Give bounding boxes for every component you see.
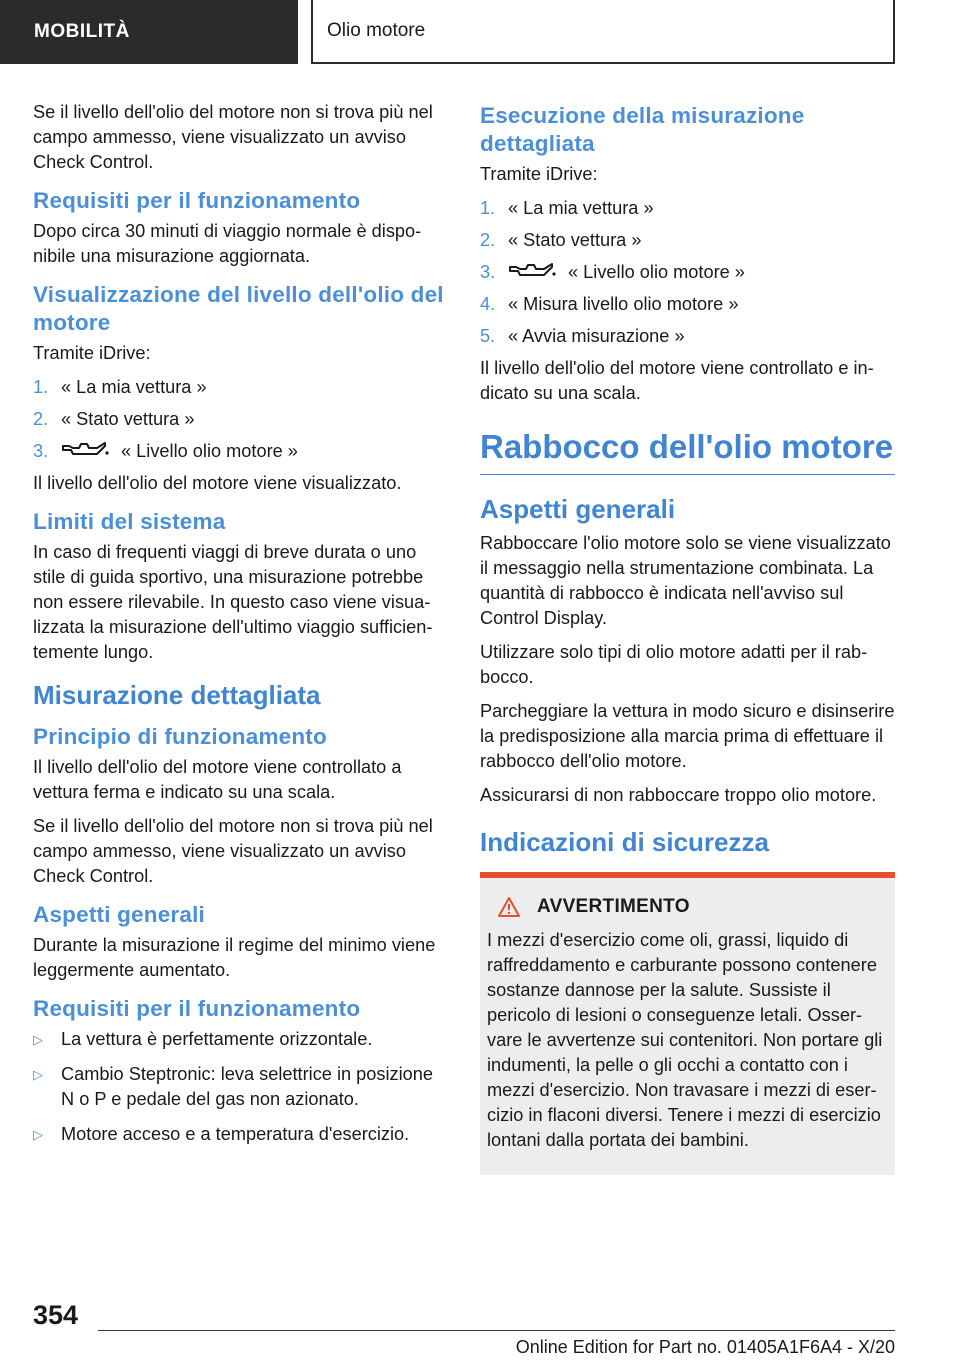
page-number: 354 xyxy=(33,1300,79,1330)
step-item xyxy=(480,228,895,253)
oil-can-icon xyxy=(61,439,109,459)
intro-paragraph: Se il livello dell'olio del motore non si trova più nel campo ammesso, viene visualizzato un avviso Check Control. xyxy=(33,102,433,172)
triangle-bullet-icon: ▷ xyxy=(33,1032,43,1047)
warning-title-text: AVVERTIMENTO xyxy=(537,896,690,917)
bullet-item xyxy=(33,1122,448,1147)
step-text: « Avvia misurazione » xyxy=(508,326,685,346)
bullet-item xyxy=(33,1027,448,1052)
heading-rabbocco: Rabbocco dell'olio motore xyxy=(480,426,895,475)
paragraph-principio-2: Se il livello dell'olio del motore non si trova più nel campo ammesso, viene visualizzato un avviso Check Control. xyxy=(33,816,433,886)
oil-can-icon xyxy=(508,260,556,280)
paragraph-requisiti: Dopo circa 30 minuti di viaggio normale è disponibile una misurazione aggiornata. xyxy=(33,221,422,266)
triangle-bullet-icon: ▷ xyxy=(33,1067,43,1082)
bullet-item xyxy=(33,1062,448,1112)
step-text: « Stato vettura » xyxy=(508,230,642,250)
step-number: 4. xyxy=(480,294,496,314)
step-number: 3. xyxy=(33,441,49,461)
right-column xyxy=(480,100,895,1175)
step-item xyxy=(480,260,895,285)
bullet-list xyxy=(33,1027,448,1147)
triangle-bullet-icon: ▷ xyxy=(33,1127,43,1142)
warning-title xyxy=(497,896,889,918)
bullet-text: Motore acceso e a temperatura d'esercizio. xyxy=(61,1124,410,1144)
heading-visualizzazione: Visualizzazione del livello dell'olio del motore xyxy=(33,282,444,335)
step-item xyxy=(480,196,895,221)
footer-edition: Online Edition for Part no. 01405A1F6A4 - X/20 xyxy=(515,1337,895,1357)
warning-triangle-icon xyxy=(497,896,521,918)
tramite-idrive: Tramite iDrive: xyxy=(33,343,151,363)
paragraph-principio-1: Il livello dell'olio del motore viene controllato a vettura ferma e indicato su una scala. xyxy=(33,757,402,802)
heading-requisiti-2: Requisiti per il funzionamento xyxy=(33,996,361,1021)
step-number: 1. xyxy=(33,377,49,397)
step-text: « Livello olio motore » xyxy=(568,262,745,282)
tramite-idrive: Tramite iDrive: xyxy=(480,164,598,184)
header-section-label: MOBILITÀ xyxy=(34,21,130,42)
step-text: « La mia vettura » xyxy=(508,198,654,218)
bullet-text: Cambio Steptronic: leva selettrice in posizione N o P e pedale del gas non azionato. xyxy=(61,1064,434,1109)
step-number: 5. xyxy=(480,326,496,346)
bullet-text: La vettura è perfettamente orizzontale. xyxy=(61,1029,373,1049)
step-number: 3. xyxy=(480,262,496,282)
step-text: « La mia vettura » xyxy=(61,377,207,397)
paragraph-esecuzione: Il livello dell'olio del motore viene controllato e indicato su una scala. xyxy=(480,358,874,403)
step-text: « Livello olio motore » xyxy=(121,441,298,461)
paragraph-rabbocco-2: Utilizzare solo tipi di olio motore adatti per il rabbocco. xyxy=(480,642,868,687)
header-topic-label: Olio motore xyxy=(327,20,426,41)
heading-aspetti-generali: Aspetti generali xyxy=(480,494,676,524)
paragraph-rabbocco-4: Assicurarsi di non rabboccare troppo olio motore. xyxy=(480,785,877,805)
step-number: 1. xyxy=(480,198,496,218)
heading-sicurezza: Indicazioni di sicurezza xyxy=(480,827,769,857)
heading-aspetti-generali: Aspetti generali xyxy=(33,902,205,927)
paragraph-aspetti: Durante la misurazione il regime del minimo viene leggermente aumentato. xyxy=(33,935,436,980)
heading-limiti: Limiti del sistema xyxy=(33,509,226,534)
left-column xyxy=(33,100,448,1157)
step-list xyxy=(33,375,448,464)
header-section xyxy=(0,0,298,64)
footer-divider xyxy=(98,1330,895,1331)
step-item xyxy=(33,439,448,464)
heading-misurazione-dettagliata: Misurazione dettagliata xyxy=(33,680,321,710)
paragraph-rabbocco-1: Rabboccare l'olio motore solo se viene visualizzato il messaggio nella strumentazione combinata. La quantità di rabbocco è indicata nell'avviso sul Control Display. xyxy=(480,533,891,628)
step-number: 2. xyxy=(480,230,496,250)
step-item xyxy=(480,324,895,349)
paragraph-visualizzazione: Il livello dell'olio del motore viene visualizzato. xyxy=(33,473,402,493)
heading-requisiti: Requisiti per il funzionamento xyxy=(33,188,361,213)
step-number: 2. xyxy=(33,409,49,429)
warning-text: I mezzi d'esercizio come oli, grassi, liquido di raffreddamento e carburante possono contenere sostanze dannose per la salute. Sussiste il pericolo di lesioni o conseguenze letali. Osservare le avvertenze sui contenitori. Non portare gli indumenti, la pelle o gli occhi a contatto con i mezzi d'esercizio. Non travasare i mezzi di esercizio in flaconi diversi. Tenere i mezzi di esercizio lontani dalla portata dei bambini. xyxy=(487,930,883,1150)
step-item xyxy=(480,292,895,317)
heading-principio: Principio di funzionamento xyxy=(33,724,327,749)
paragraph-limiti: In caso di frequenti viaggi di breve durata o uno stile di guida sportivo, una misurazione potrebbe non essere rilevabile. In questo caso viene visualizzata la misurazione dell'ultimo viaggio sufficientemente lungo. xyxy=(33,542,433,662)
paragraph-rabbocco-3: Parcheggiare la vettura in modo sicuro e disinserire la predisposizione alla marcia prima di effettuare il rabbocco dell'olio motore. xyxy=(480,701,895,771)
step-list xyxy=(480,196,895,349)
header-topic xyxy=(311,0,895,64)
step-item xyxy=(33,375,448,400)
heading-esecuzione: Esecuzione della misurazione dettagliata xyxy=(480,103,805,156)
step-item xyxy=(33,407,448,432)
warning-box xyxy=(480,872,895,1175)
step-text: « Stato vettura » xyxy=(61,409,195,429)
step-text: « Misura livello olio motore » xyxy=(508,294,739,314)
